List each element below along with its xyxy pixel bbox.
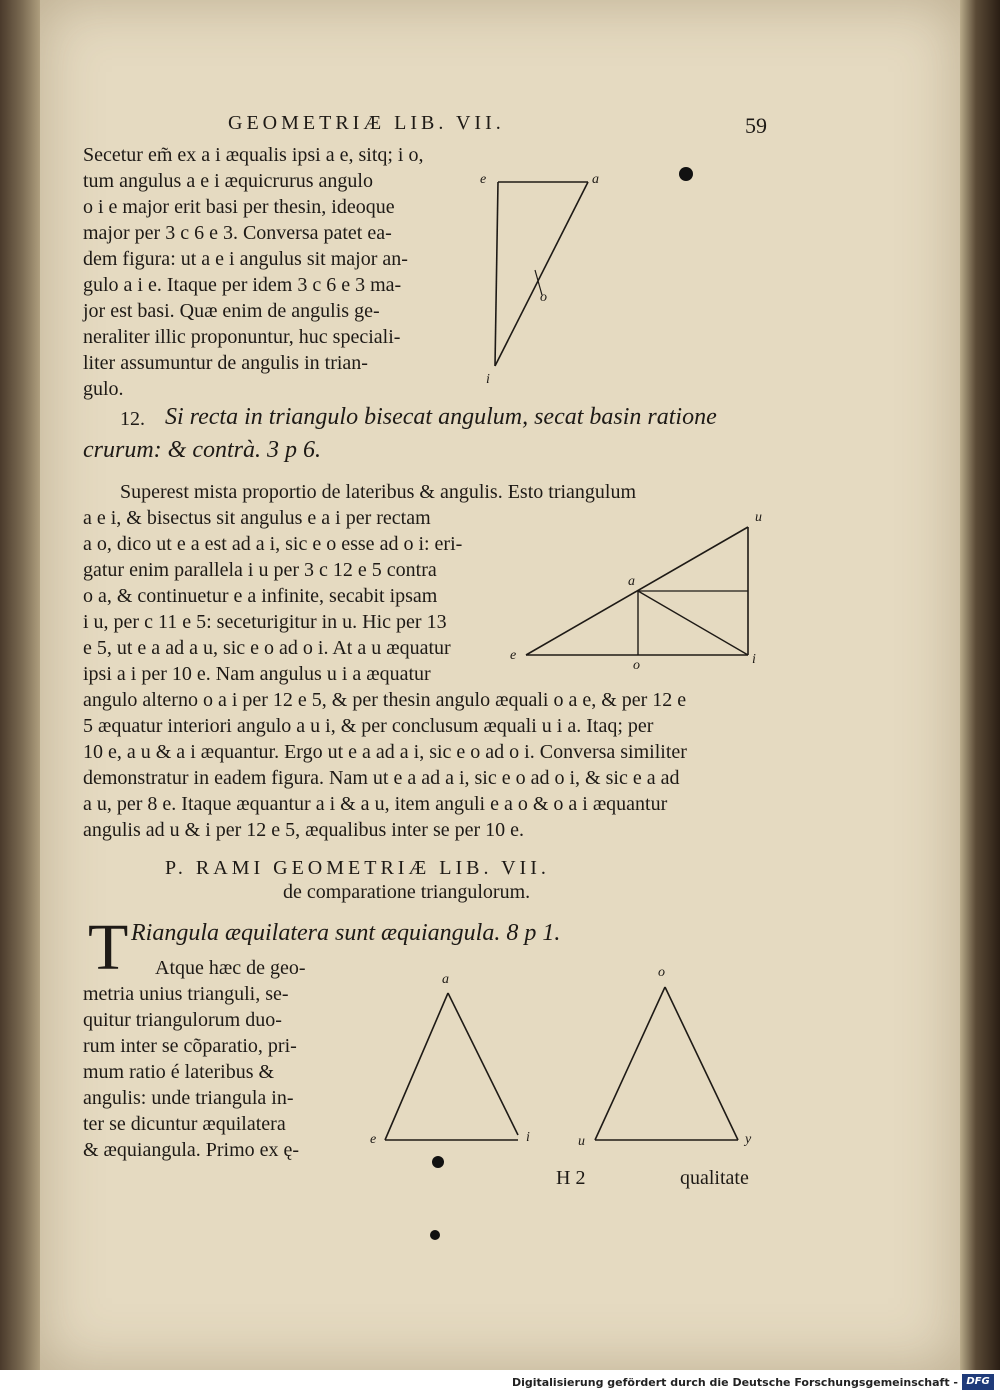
figure-label: o (658, 965, 665, 980)
text-line: 10 e, a u & a i æquantur. Ergo ut e a ad a i, sic e o ad o i. Conversa similiter (83, 741, 687, 763)
figure-label: o (540, 290, 547, 305)
figure-label: i (752, 652, 756, 667)
proposition-text: crurum: & contrà. 3 p 6. (83, 437, 321, 463)
figure-label: u (755, 510, 762, 525)
proposition-text: Si recta in triangulo bisecat angulum, secat basin ratione (165, 404, 717, 430)
text-line: a e i, & bisectus sit angulus e a i per rectam (83, 507, 431, 529)
text-line: gulo a i e. Itaque per idem 3 c 6 e 3 ma- (83, 274, 402, 296)
text-line: demonstratur in eadem figura. Nam ut e a ad a i, sic e o ad o i, & sic e a ad (83, 767, 680, 789)
footer-credit: Digitalisierung gefördert durch die Deutsche Forschungsgemeinschaft - (511, 1376, 958, 1389)
text-line: Atque hæc de geo- (155, 957, 306, 979)
proposition-text: Riangula æquilatera sunt æquiangula. 8 p 1. (131, 920, 561, 946)
text-line: gatur enim parallela i u per 3 c 12 e 5 contra (83, 559, 437, 581)
text-line: i u, per c 11 e 5: seceturigitur in u. Hic per 13 (83, 611, 447, 633)
ink-spot (430, 1230, 440, 1240)
text-line: jor est basi. Quæ enim de angulis ge- (83, 300, 380, 322)
ink-spot (432, 1156, 444, 1168)
chapter-subtitle: de comparatione triangulorum. (283, 881, 531, 903)
figure-label: a (442, 972, 449, 987)
text-line: ter se dicuntur æquilatera (83, 1113, 286, 1135)
figure-label: u (578, 1134, 585, 1149)
figure-label: o (633, 658, 640, 673)
figure-right-triangle (480, 170, 600, 390)
text-line: angulis: unde triangula in- (83, 1087, 294, 1109)
chapter-title: P. RAMI GEOMETRIÆ LIB. VII. (165, 857, 550, 879)
text-line: gulo. (83, 378, 124, 400)
figure-label: e (370, 1132, 377, 1147)
dfg-logo: DFG (962, 1374, 994, 1390)
text-line: angulis ad u & i per 12 e 5, æqualibus inter se per 10 e. (83, 819, 525, 841)
running-title: GEOMETRIÆ LIB. VII. (228, 112, 505, 134)
page-right-edge (960, 0, 1000, 1370)
ink-spot (679, 167, 693, 181)
signature-mark: H 2 (556, 1167, 586, 1189)
figure-label: y (745, 1132, 752, 1147)
text-line: rum inter se cõparatio, pri- (83, 1035, 297, 1057)
text-line: mum ratio é lateribus & (83, 1061, 275, 1083)
text-line: Superest mista proportio de lateribus & angulis. Esto triangulum (120, 481, 637, 503)
text-line: Secetur em̃ ex a i æqualis ipsi a e, sitq; i o, (83, 144, 424, 166)
text-line: & æquiangula. Primo ex ę- (83, 1139, 300, 1161)
text-line: quitur triangulorum duo- (83, 1009, 282, 1031)
text-line: neraliter illic proponuntur, huc speciali- (83, 326, 401, 348)
text-line: ipsi a i per 10 e. Nam angulus u i a æquatur (83, 663, 431, 685)
text-line: a o, dico ut e a est ad a i, sic e o esse ad o i: eri- (83, 533, 463, 555)
text-line: angulo alterno o a i per 12 e 5, & per thesin angulo æquali o a e, & per 12 e (83, 689, 687, 711)
text-line: tum angulus a e i æquicrurus angulo (83, 170, 373, 192)
text-line: o i e major erit basi per thesin, ideoque (83, 196, 395, 218)
proposition-number: 12. (120, 408, 145, 430)
figure-label: e (510, 648, 517, 663)
figure-label: i (526, 1130, 530, 1145)
drop-cap: T (88, 911, 129, 984)
text-line: o a, & continuetur e a infinite, secabit ipsam (83, 585, 438, 607)
text-line: major per 3 c 6 e 3. Conversa patet ea- (83, 222, 392, 244)
text-line: dem figura: ut a e i angulus sit major an- (83, 248, 408, 270)
text-line: a u, per 8 e. Itaque æquantur a i & a u, item anguli e a o & o a i æquantur (83, 793, 668, 815)
figure-label: e (480, 172, 487, 187)
catchword: qualitate (680, 1167, 749, 1189)
page-number: 59 (745, 113, 767, 138)
text-line: 5 æquatur interiori angulo a u i, & per conclusum æquali u i a. Itaq; per (83, 715, 654, 737)
figure-label: i (486, 372, 490, 387)
figure-label: a (592, 172, 599, 187)
figure-bisected-triangle (520, 515, 760, 675)
figure-label: a (628, 574, 635, 589)
figure-equilateral-triangles (370, 985, 770, 1145)
text-line: metria unius trianguli, se- (83, 983, 289, 1005)
text-line: liter assumuntur de angulis in trian- (83, 352, 368, 374)
text-line: e 5, ut e a ad a u, sic e o ad o i. At a u æquatur (83, 637, 451, 659)
